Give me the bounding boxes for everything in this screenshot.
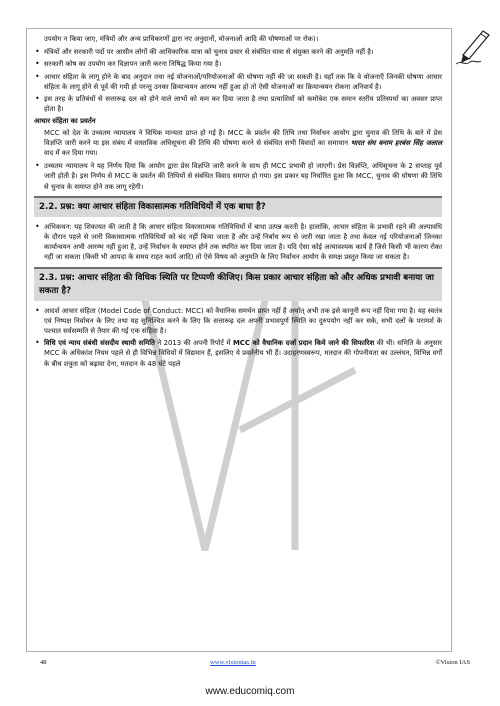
enforcement-heading: आचार संहिता का प्रवर्तन: [34, 117, 96, 126]
question-heading-2-2: 2.2. प्रश्न: क्या आचार संहिता विकासात्मक गतिविधियों में एक बाधा है?: [34, 196, 442, 217]
q23-list: [34, 306, 442, 369]
document-body: [34, 34, 442, 371]
case-name: भारत संघ बनाम हरबंस सिंह जलाल: [350, 138, 442, 147]
list-item: • मंत्रियों और सरकारी पदों पर आसीन लोगों की आधिकारिक यात्रा को चुनाव प्रचार से संबंधित यात्रा से संयुक्त करने की अनुमति नहीं है।: [34, 47, 442, 57]
pen-writing-icon: [453, 28, 493, 68]
committee-name: विधि एवं न्याय संबंधी संसदीय स्थायी समिति: [44, 339, 155, 348]
page-footer: [40, 659, 470, 671]
enforcement-paragraph: [34, 128, 442, 159]
footer-link[interactable]: www.visionias.in: [210, 659, 256, 666]
enforcement-text: MCC को देश के उच्चतम न्यायालय ने विधिक मान्यता प्राप्त हो गई है। MCC के प्रवर्तन की तिथि तथा निर्वाचन आयोग द्वारा चुनाव की तिथि के बारे में प्रेस विज्ञप्ति जारी करने या इस संबंध में वास्तविक अधिसूचना की तिथि की घोषणा करने से संबंधित सभी विवादों का समाधान: [44, 128, 442, 147]
list-item: • आचार संहिता के लागू होने के बाद अनुदान तथा नई योजनाओं/परियोजनाओं की घोषणा नहीं की जा सकती है। यहाँ तक कि वे योजनाएँ जिनकी घोषणा आचार संहिता के लागू होने से पूर्व की गयी हो परन्तु उनका क्रियान्वयन आरम्भ नहीं हुआ हो तो ऐसी योजनाओं का क्रियान्वयन रोकना अनिवार्य है।: [34, 72, 442, 92]
committee-text: ने 2013 की अपनी रिपोर्ट में: [154, 339, 233, 348]
committee-text-end: की थी। समिति के अनुसार MCC के अधिकांश नियम पहले से ही विभिन्न विधियों में विद्यमान हैं, इसलिए ये प्रवर्तनीय भी हैं। उदाहरणस्वरूप, मतदान की गोपनीयता का उल्लंघन, विभिन्न वर्गों के बीच शत्रुता को बढ़ावा देना, मतदान के 48 घंटे पहले: [44, 339, 442, 368]
list-item: • उच्चतम न्यायालय ने यह निर्णय दिया कि आयोग द्वारा प्रेस विज्ञप्ति जारी करने के साथ ही MCC प्रभावी हो जाएगी। प्रेस विज्ञप्ति, अधिसूचना के 2 सप्ताह पूर्व जारी होती है। इस निर्णय से MCC के प्रवर्तन की तिथियों से संबंधित विवाद समाप्त हो गया। इस प्रकार यह निर्धारित हुआ कि MCC, चुनाव की घोषणा की तिथि से चुनाव के समाप्त होने तक लागू रहेगी।: [34, 161, 442, 192]
enforcement-list: [34, 161, 442, 192]
enforcement-text-end: वाद में कर दिया गया।: [44, 149, 98, 158]
page-number: 48: [40, 659, 47, 666]
q22-list: [34, 222, 442, 263]
intro-continuation: उपयोग न किया जाए, मंत्रियों और अन्य प्राधिकरणों द्वारा नए अनुदानों, योजनाओं आदि की घोषणाओं पर रोक)।: [44, 35, 319, 43]
copyright-text: ©Vision IAS: [435, 659, 470, 666]
list-item: • इस तरह के प्रतिबंधों से सत्तारूढ़ दल को होने वाले लाभों को कम कर दिया जाता है तथा प्रत्याशियों को कमोबेश एक समान स्तरीय प्रतिस्पर्धा का अवसर प्राप्त होता है।: [34, 94, 442, 114]
recommendation-text: MCC को वैधानिक दर्जा प्रदान किये जाने की सिफारिश: [232, 339, 375, 348]
list-item: • आदर्श आचार संहिता (Model Code of Conduct: MCC) को वैधानिक समर्थन प्राप्त नहीं है अर्थात् अभी तक इसे कानूनी रूप नहीं दिया गया है। यह स्वतंत्र एवं निष्पक्ष निर्वाचन के लिए तथा यह सुनिश्चित करने के लिए कि सत्तारूढ़ दल अपनी प्रभावपूर्ण स्थिति का दुरुपयोग नहीं कर सके, सभी दलों के परामर्श के पश्चात सर्वसम्मति से तैयार की गई एक संहिता है।: [34, 306, 442, 337]
rules-list: [34, 47, 442, 114]
source-url: www.educomiq.com: [205, 686, 295, 697]
list-item: • अभिकथन: यह शिकायत की जाती है कि आचार संहिता विकासात्मक गतिविधियों में बाधा उत्पन्न करती है। हालांकि, आचार संहिता के प्रभावी रहने की अल्पावधि के दौरान पहले से जारी विकासात्मक गतिविधियों को बंद नहीं किया जाता है और उन्हें निर्बाध रूप से जारी रखा जाता है तथा केवल नई परियोजनाओं जिनका कार्यान्वयन अभी आरम्भ नहीं हुआ है, उन्हें निर्वाचन के समाप्त होने तक स्थगित कर दिया जाता है। यदि ऐसा कोई अत्यावश्यक कार्य है जिसे किसी भी कारण रोका नहीं जा सकता (किसी भी आपदा के समय राहत कार्य आदि) तो ऐसे विषय को अनुमति के लिए निर्वाचन आयोग के समक्ष प्रस्तुत किया जा सकता है।: [34, 222, 442, 263]
question-heading-2-3: 2.3. प्रश्न: आचार संहिता की विधिक स्थिति पर टिप्पणी कीजिए। किस प्रकार आचार संहिता को और अधिक प्रभावी बनाया जा सकता है?: [34, 267, 442, 301]
list-item: [34, 338, 442, 369]
list-item: • सरकारी कोष का उपयोग कर विज्ञापन जारी करना निषिद्ध किया गया है।: [34, 59, 442, 69]
